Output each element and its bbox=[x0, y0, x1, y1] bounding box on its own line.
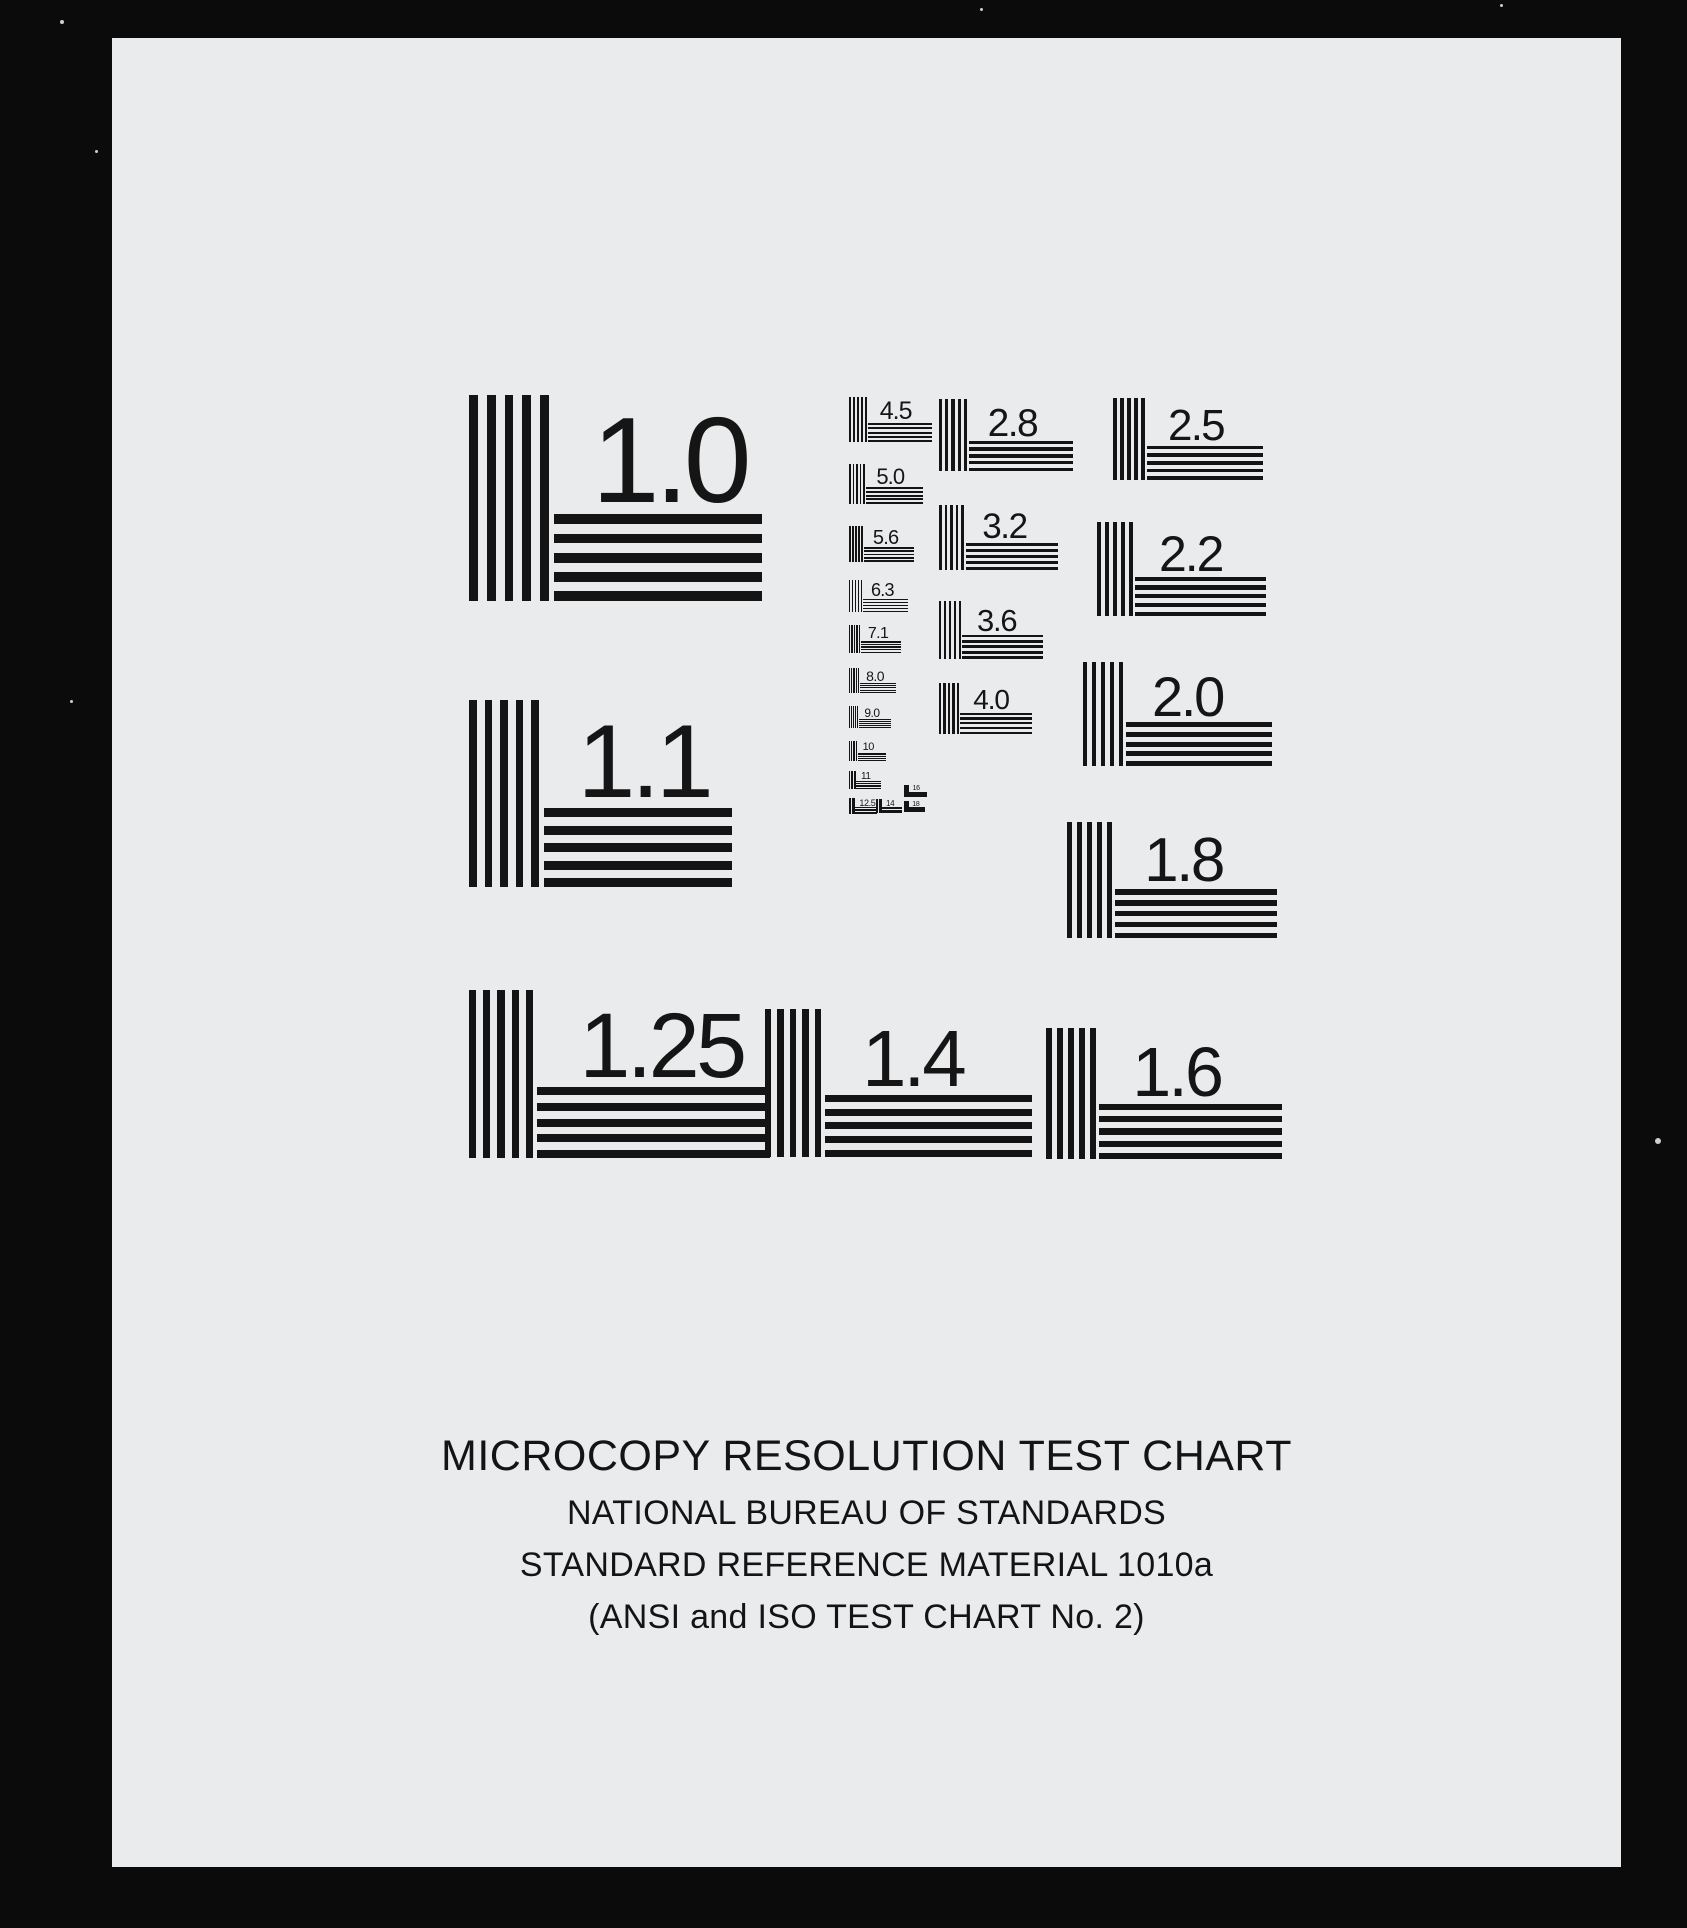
horizontal-line bbox=[960, 717, 1032, 719]
vertical-line bbox=[497, 990, 504, 1158]
horizontal-line bbox=[1099, 1141, 1282, 1147]
horizontal-line bbox=[863, 611, 908, 612]
vertical-line bbox=[849, 706, 850, 728]
horizontal-line bbox=[966, 567, 1058, 570]
vertical-line bbox=[858, 580, 859, 612]
horizontal-line bbox=[1099, 1116, 1282, 1122]
resolution-target-4-5 bbox=[849, 397, 931, 442]
horizontal-line bbox=[969, 454, 1073, 457]
horizontal-line bbox=[962, 645, 1043, 648]
resolution-label: 16 bbox=[912, 785, 920, 793]
horizontal-line bbox=[909, 811, 925, 812]
vertical-line bbox=[939, 505, 942, 570]
vertical-line bbox=[500, 700, 508, 887]
vertical-line bbox=[522, 395, 531, 601]
horizontal-line bbox=[860, 692, 896, 693]
vertical-line bbox=[849, 526, 851, 562]
horizontal-line bbox=[859, 721, 891, 722]
vertical-line bbox=[952, 683, 954, 734]
horizontal-line bbox=[858, 758, 886, 759]
vertical-line bbox=[856, 464, 858, 504]
horizontal-line bbox=[861, 649, 901, 650]
horizontal-line bbox=[966, 549, 1058, 552]
vertical-line bbox=[954, 601, 956, 659]
horizontal-line bbox=[1099, 1128, 1282, 1134]
vertical-line bbox=[951, 399, 954, 471]
horizontal-line bbox=[1115, 911, 1277, 916]
vertical-line bbox=[950, 505, 953, 570]
vertical-line bbox=[531, 700, 539, 887]
vertical-line bbox=[1121, 522, 1125, 616]
dust-speck bbox=[1500, 4, 1503, 7]
resolution-label: 2.5 bbox=[1168, 400, 1224, 450]
horizontal-line bbox=[966, 555, 1058, 558]
vertical-line bbox=[959, 601, 961, 659]
vertical-line bbox=[855, 706, 856, 728]
horizontal-line bbox=[554, 534, 762, 544]
resolution-target-2-5 bbox=[1113, 398, 1261, 480]
horizontal-line bbox=[1135, 594, 1266, 598]
resolution-label: 7.1 bbox=[867, 625, 889, 643]
resolution-label: 3.6 bbox=[977, 603, 1017, 639]
vertical-line bbox=[765, 1009, 771, 1157]
caption-title: MICROCOPY RESOLUTION TEST CHART bbox=[441, 1432, 1292, 1480]
horizontal-line bbox=[861, 652, 901, 653]
vertical-line bbox=[802, 1009, 808, 1157]
vertical-line bbox=[856, 625, 857, 653]
vertical-line bbox=[1105, 522, 1109, 616]
horizontal-line bbox=[825, 1150, 1032, 1157]
resolution-label: 1.8 bbox=[1144, 826, 1223, 896]
resolution-target-8-0 bbox=[849, 668, 895, 693]
horizontal-line bbox=[1135, 603, 1266, 607]
horizontal-line bbox=[863, 602, 908, 603]
horizontal-line bbox=[544, 861, 732, 870]
vertical-line bbox=[815, 1009, 821, 1157]
horizontal-line bbox=[554, 553, 762, 563]
vertical-line bbox=[487, 395, 496, 601]
vertical-line bbox=[1141, 398, 1145, 480]
caption-line-1: NATIONAL BUREAU OF STANDARDS bbox=[566, 1494, 1167, 1532]
horizontal-line bbox=[1147, 469, 1263, 473]
resolution-label: 6.3 bbox=[870, 580, 894, 601]
vertical-line bbox=[540, 395, 549, 601]
vertical-line bbox=[1120, 398, 1124, 480]
resolution-label: 8.0 bbox=[866, 668, 884, 685]
vertical-line bbox=[853, 668, 854, 693]
resolution-target-1-6 bbox=[1046, 1028, 1279, 1159]
vertical-line bbox=[1127, 398, 1131, 480]
horizontal-line bbox=[864, 560, 914, 562]
vertical-line bbox=[485, 700, 493, 887]
vertical-line bbox=[1057, 1028, 1063, 1159]
vertical-line bbox=[469, 990, 476, 1158]
vertical-line bbox=[861, 397, 863, 442]
horizontal-line bbox=[864, 550, 914, 552]
horizontal-line bbox=[1126, 751, 1272, 756]
resolution-target-3-2 bbox=[939, 505, 1056, 570]
vertical-line bbox=[1097, 822, 1102, 938]
chart-caption bbox=[112, 1432, 1621, 1650]
horizontal-line bbox=[960, 732, 1032, 734]
horizontal-line bbox=[554, 591, 762, 601]
dust-speck bbox=[980, 8, 983, 11]
vertical-line bbox=[849, 464, 851, 504]
vertical-line bbox=[1107, 822, 1112, 938]
horizontal-line bbox=[859, 725, 891, 726]
horizontal-line bbox=[868, 427, 932, 429]
vertical-line bbox=[1046, 1028, 1052, 1159]
resolution-label: 14 bbox=[886, 798, 895, 808]
vertical-line bbox=[943, 683, 945, 734]
vertical-line bbox=[1101, 662, 1105, 766]
vertical-line bbox=[512, 990, 519, 1158]
vertical-line bbox=[777, 1009, 783, 1157]
vertical-line bbox=[939, 399, 942, 471]
resolution-target-4-0 bbox=[939, 683, 1031, 734]
horizontal-line bbox=[537, 1119, 770, 1127]
vertical-line bbox=[1134, 398, 1138, 480]
horizontal-line bbox=[1126, 732, 1272, 737]
resolution-target-10 bbox=[849, 741, 885, 761]
dust-speck bbox=[1655, 1138, 1661, 1144]
resolution-target-5-6 bbox=[849, 526, 913, 562]
vertical-line bbox=[851, 625, 852, 653]
vertical-line bbox=[858, 526, 860, 562]
horizontal-line bbox=[969, 468, 1073, 471]
resolution-label: 10 bbox=[862, 741, 874, 754]
resolution-label: 1.1 bbox=[577, 703, 710, 820]
horizontal-line bbox=[537, 1134, 770, 1142]
vertical-line bbox=[948, 683, 950, 734]
vertical-line bbox=[956, 505, 959, 570]
resolution-target-1-4 bbox=[765, 1009, 1028, 1157]
horizontal-line bbox=[861, 644, 901, 645]
vertical-line bbox=[852, 580, 853, 612]
vertical-line bbox=[853, 706, 854, 728]
horizontal-line bbox=[962, 656, 1043, 659]
vertical-line bbox=[1083, 662, 1087, 766]
horizontal-line bbox=[969, 447, 1073, 450]
resolution-target-1-8 bbox=[1067, 822, 1274, 938]
resolution-target-16 bbox=[904, 785, 927, 797]
resolution-label: 12.5 bbox=[859, 797, 876, 808]
resolution-target-6-3 bbox=[849, 580, 907, 612]
vertical-line bbox=[865, 397, 867, 442]
vertical-line bbox=[1087, 822, 1092, 938]
vertical-line bbox=[1092, 662, 1096, 766]
horizontal-line bbox=[859, 723, 891, 724]
resolution-label: 4.0 bbox=[973, 683, 1009, 715]
resolution-target-3-6 bbox=[939, 601, 1042, 659]
vertical-line bbox=[483, 990, 490, 1158]
vertical-line bbox=[856, 668, 857, 693]
vertical-line bbox=[961, 505, 964, 570]
vertical-line bbox=[945, 399, 948, 471]
horizontal-line bbox=[866, 502, 923, 504]
dust-speck bbox=[95, 150, 98, 153]
horizontal-line bbox=[868, 432, 932, 434]
vertical-line bbox=[939, 601, 941, 659]
vertical-line bbox=[1068, 1028, 1074, 1159]
horizontal-line bbox=[1126, 761, 1272, 766]
horizontal-line bbox=[1099, 1153, 1282, 1159]
vertical-line bbox=[944, 601, 946, 659]
horizontal-line bbox=[1147, 453, 1263, 457]
vertical-line bbox=[790, 1009, 796, 1157]
resolution-target-11 bbox=[849, 771, 881, 789]
resolution-target-5-0 bbox=[849, 464, 922, 504]
horizontal-line bbox=[960, 722, 1032, 724]
vertical-line bbox=[851, 668, 852, 693]
dust-speck bbox=[60, 20, 64, 24]
horizontal-line bbox=[962, 651, 1043, 654]
vertical-line bbox=[1079, 1028, 1085, 1159]
resolution-target-1-1 bbox=[469, 700, 727, 887]
horizontal-line bbox=[537, 1103, 770, 1111]
horizontal-line bbox=[1115, 922, 1277, 927]
resolution-target-14 bbox=[876, 799, 902, 813]
vertical-line bbox=[964, 399, 967, 471]
vertical-line bbox=[861, 526, 863, 562]
horizontal-line bbox=[825, 1136, 1032, 1143]
horizontal-line bbox=[544, 843, 732, 852]
horizontal-line bbox=[860, 690, 896, 691]
horizontal-line bbox=[544, 826, 732, 835]
horizontal-line bbox=[866, 498, 923, 500]
resolution-label: 1.0 bbox=[591, 391, 747, 528]
vertical-line bbox=[861, 580, 862, 612]
vertical-line bbox=[855, 580, 856, 612]
resolution-target-18 bbox=[904, 801, 925, 812]
vertical-line bbox=[1129, 522, 1133, 616]
vertical-line bbox=[469, 700, 477, 887]
vertical-line bbox=[1097, 522, 1101, 616]
vertical-line bbox=[505, 395, 514, 601]
resolution-target-1-25 bbox=[469, 990, 766, 1158]
vertical-line bbox=[860, 464, 862, 504]
vertical-line bbox=[854, 625, 855, 653]
resolution-label: 2.8 bbox=[987, 401, 1038, 445]
resolution-label: 1.6 bbox=[1132, 1033, 1222, 1112]
vertical-line bbox=[849, 625, 850, 653]
horizontal-line bbox=[858, 760, 886, 761]
horizontal-line bbox=[860, 687, 896, 688]
horizontal-line bbox=[1135, 612, 1266, 616]
vertical-line bbox=[945, 505, 948, 570]
resolution-target-7-1 bbox=[849, 625, 900, 653]
resolution-label: 9.0 bbox=[864, 706, 880, 721]
caption-line-3: (ANSI and ISO TEST CHART No. 2) bbox=[588, 1598, 1145, 1636]
resolution-label: 1.4 bbox=[861, 1013, 964, 1103]
horizontal-line bbox=[960, 727, 1032, 729]
vertical-line bbox=[1067, 822, 1072, 938]
horizontal-line bbox=[863, 605, 908, 606]
vertical-line bbox=[949, 601, 951, 659]
horizontal-line bbox=[909, 796, 927, 797]
horizontal-line bbox=[1115, 900, 1277, 905]
horizontal-line bbox=[855, 813, 877, 814]
vertical-line bbox=[849, 397, 851, 442]
horizontal-line bbox=[866, 491, 923, 493]
vertical-line bbox=[939, 683, 941, 734]
resolution-label: 2.0 bbox=[1151, 665, 1224, 729]
horizontal-line bbox=[825, 1109, 1032, 1116]
horizontal-line bbox=[544, 878, 732, 887]
horizontal-line bbox=[966, 561, 1058, 564]
vertical-line bbox=[852, 526, 854, 562]
resolution-label: 4.5 bbox=[879, 397, 912, 426]
resolution-target-1-0 bbox=[469, 391, 757, 601]
horizontal-line bbox=[554, 572, 762, 582]
horizontal-line bbox=[856, 788, 881, 789]
caption-line-2: STANDARD REFERENCE MATERIAL 1010a bbox=[519, 1546, 1214, 1584]
horizontal-line bbox=[863, 608, 908, 609]
resolution-label: 11 bbox=[860, 770, 871, 782]
horizontal-line bbox=[882, 812, 902, 813]
horizontal-line bbox=[1126, 742, 1272, 747]
vertical-line bbox=[1113, 398, 1117, 480]
horizontal-line bbox=[1115, 933, 1277, 938]
horizontal-line bbox=[537, 1150, 770, 1158]
resolution-label: 1.25 bbox=[579, 995, 744, 1098]
resolution-target-2-2 bbox=[1097, 522, 1264, 616]
resolution-label: 18 bbox=[912, 801, 920, 808]
resolution-target-2-0 bbox=[1083, 662, 1269, 766]
vertical-line bbox=[516, 700, 524, 887]
horizontal-line bbox=[861, 646, 901, 647]
horizontal-line bbox=[864, 554, 914, 556]
vertical-line bbox=[853, 397, 855, 442]
vertical-line bbox=[958, 399, 961, 471]
vertical-line bbox=[1113, 522, 1117, 616]
horizontal-line bbox=[860, 685, 896, 686]
vertical-line bbox=[849, 668, 850, 693]
horizontal-line bbox=[864, 557, 914, 559]
vertical-line bbox=[526, 990, 533, 1158]
vertical-line bbox=[849, 580, 850, 612]
vertical-line bbox=[1090, 1028, 1096, 1159]
horizontal-line bbox=[969, 461, 1073, 464]
resolution-label: 5.6 bbox=[872, 526, 899, 549]
resolution-target-12-5 bbox=[849, 798, 877, 814]
vertical-line bbox=[863, 464, 865, 504]
vertical-line bbox=[1110, 662, 1114, 766]
horizontal-line bbox=[1147, 476, 1263, 480]
horizontal-line bbox=[858, 754, 886, 755]
vertical-line bbox=[853, 464, 855, 504]
horizontal-line bbox=[1147, 461, 1263, 465]
horizontal-line bbox=[859, 727, 891, 728]
horizontal-line bbox=[1135, 585, 1266, 589]
horizontal-line bbox=[962, 640, 1043, 643]
vertical-line bbox=[469, 395, 478, 601]
resolution-label: 5.0 bbox=[876, 464, 905, 490]
resolution-label: 2.2 bbox=[1158, 526, 1223, 583]
vertical-line bbox=[957, 683, 959, 734]
resolution-label: 3.2 bbox=[982, 507, 1027, 547]
horizontal-line bbox=[868, 436, 932, 438]
vertical-line bbox=[1077, 822, 1082, 938]
horizontal-line bbox=[825, 1122, 1032, 1129]
resolution-target-2-8 bbox=[939, 399, 1071, 471]
dust-speck bbox=[70, 700, 73, 703]
vertical-line bbox=[855, 526, 857, 562]
horizontal-line bbox=[858, 756, 886, 757]
vertical-line bbox=[857, 397, 859, 442]
horizontal-line bbox=[866, 495, 923, 497]
horizontal-line bbox=[868, 440, 932, 442]
resolution-target-9-0 bbox=[849, 706, 890, 728]
vertical-line bbox=[851, 706, 852, 728]
vertical-line bbox=[1119, 662, 1123, 766]
